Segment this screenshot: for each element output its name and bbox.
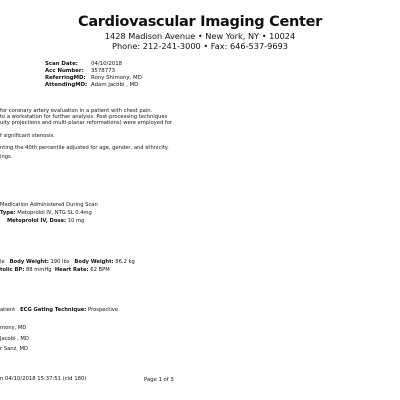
- physician-name: mony, MD: [0, 325, 27, 331]
- medication-type-row: [0, 210, 92, 216]
- vitals-weight-row: [0, 259, 135, 265]
- heart-rate-value: 62 BPM: [90, 267, 110, 273]
- vitals-prefix: le: [0, 259, 5, 265]
- physician-name: r Sanz, MD: [0, 346, 29, 352]
- body-weight-lb: 190 lbs: [50, 259, 70, 265]
- scan-date-label: Scan Date:: [45, 61, 78, 67]
- medication-dose-row: [7, 218, 84, 224]
- acc-number-value: 3578773: [91, 68, 116, 74]
- ecg-gating-row: [0, 307, 118, 313]
- organization-name: Cardiovascular Imaging Center: [77, 14, 323, 30]
- acc-number-label: Acc Number:: [45, 68, 84, 74]
- organization-address: 1428 Madison Avenue • New York, NY • 10024: [104, 31, 296, 41]
- attending-md-value: Adam Jacobi , MD: [91, 82, 139, 88]
- referring-md-value: Rony Shimony, MD: [91, 75, 142, 81]
- heart-rate-label: Heart Rate:: [54, 267, 89, 273]
- body-weight-label: Body Weight:: [9, 259, 49, 265]
- gating-prefix: atient: [0, 307, 16, 313]
- blood-pressure-value: 88 mmHg: [25, 267, 52, 273]
- blood-pressure-label: tolic BP:: [0, 267, 25, 273]
- page-number: Page 1 of 3: [144, 377, 174, 383]
- physician-name: Jacobi , MD: [0, 336, 29, 342]
- attending-md-label: AttendingMD:: [45, 82, 88, 88]
- medication-type-label: Type:: [0, 210, 16, 216]
- medication-dose-label: Metoprolol IV, Dose:: [7, 218, 67, 224]
- report-line: f significant stenosis.: [0, 133, 55, 139]
- body-weight-kg: 86.2 kg: [115, 259, 135, 265]
- report-line: nting the 40th percentile adjusted for age, gender, and ethnicity.: [0, 145, 169, 151]
- vitals-bp-hr-row: [0, 267, 110, 273]
- ecg-gating-value: Prospective: [88, 307, 119, 313]
- medication-type-value: Metoprolol IV, NTG SL 0.4mg: [17, 210, 92, 216]
- report-line: to a workstation for further analysis. Post-processing techniques: [0, 114, 168, 120]
- medication-heading: Medication Administered During Scan: [0, 202, 98, 208]
- scan-date-value: 04/10/2018: [91, 61, 123, 67]
- report-line: uity projections and multi-planar reformations) were employed for: [0, 120, 173, 126]
- medication-dose-value: 10 mg: [67, 218, 85, 224]
- organization-phone-fax: Phone: 212-241-3000 • Fax: 646-537-9693: [112, 41, 288, 51]
- referring-md-label: ReferringMD:: [45, 75, 86, 81]
- body-weight-label-kg: Body Weight:: [74, 259, 114, 265]
- report-line: ings.: [0, 154, 13, 160]
- print-timestamp: n 04/10/2018 15:37:51 (cid 180): [0, 376, 87, 382]
- ecg-gating-label: ECG Gating Technique:: [20, 307, 87, 313]
- report-line: for coronary artery evaluation in a patient with chest pain.: [0, 108, 153, 114]
